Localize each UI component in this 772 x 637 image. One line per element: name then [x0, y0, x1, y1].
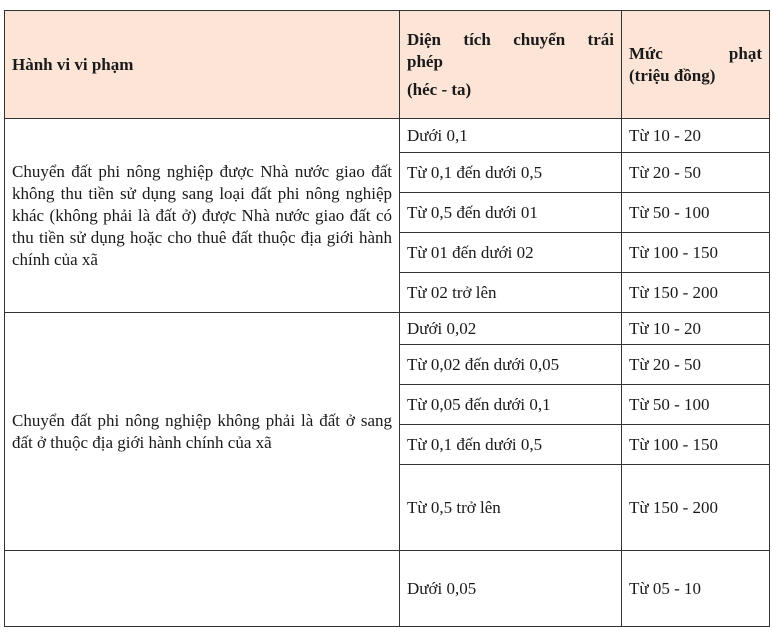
area-cell: Từ 0,02 đến dưới 0,05 [400, 345, 622, 385]
area-cell: Dưới 0,1 [400, 119, 622, 153]
table-row [5, 551, 770, 627]
header-violation: Hành vi vi phạm [5, 11, 400, 119]
fine-cell: Từ 50 - 100 [622, 385, 770, 425]
area-cell: Dưới 0,05 [400, 551, 622, 627]
area-cell: Từ 01 đến dưới 02 [400, 233, 622, 273]
fine-cell: Từ 10 - 20 [622, 313, 770, 345]
fine-cell: Từ 100 - 150 [622, 425, 770, 465]
penalty-table [4, 10, 770, 627]
header-fine-line1: Mức phạt [629, 43, 762, 63]
area-cell: Từ 0,1 đến dưới 0,5 [400, 425, 622, 465]
fine-cell: Từ 20 - 50 [622, 345, 770, 385]
area-cell: Từ 0,1 đến dưới 0,5 [400, 153, 622, 193]
fine-cell: Từ 150 - 200 [622, 273, 770, 313]
header-fine-line2: (triệu đồng) [629, 65, 716, 85]
area-cell: Từ 0,5 trở lên [400, 465, 622, 551]
header-area-line1: Diện tích chuyển trái [407, 29, 614, 49]
violation-description: Chuyển đất phi nông nghiệp được Nhà nước giao đất không thu tiền sử dụng sang loại đất phi nông nghiệp khác (không phải là đất ở) được Nhà nước giao đất có thu tiền sử dụng hoặc cho thuê đất thuộc địa giới hành chính của xã [5, 119, 400, 313]
fine-cell: Từ 20 - 50 [622, 153, 770, 193]
fine-cell: Từ 05 - 10 [622, 551, 770, 627]
header-fine [622, 11, 770, 119]
table-row [5, 119, 770, 153]
fine-cell: Từ 150 - 200 [622, 465, 770, 551]
area-cell: Từ 0,05 đến dưới 0,1 [400, 385, 622, 425]
fine-cell: Từ 50 - 100 [622, 193, 770, 233]
header-area [400, 11, 622, 119]
violation-description [5, 551, 400, 627]
header-area-line3: (héc - ta) [407, 79, 472, 99]
area-cell: Dưới 0,02 [400, 313, 622, 345]
table-header-row [5, 11, 770, 119]
table-row [5, 313, 770, 345]
area-cell: Từ 02 trở lên [400, 273, 622, 313]
area-cell: Từ 0,5 đến dưới 01 [400, 193, 622, 233]
fine-cell: Từ 10 - 20 [622, 119, 770, 153]
violation-description: Chuyển đất phi nông nghiệp không phải là đất ở sang đất ở thuộc địa giới hành chính của xã [5, 313, 400, 551]
header-area-line2: phép [407, 51, 443, 71]
fine-cell: Từ 100 - 150 [622, 233, 770, 273]
